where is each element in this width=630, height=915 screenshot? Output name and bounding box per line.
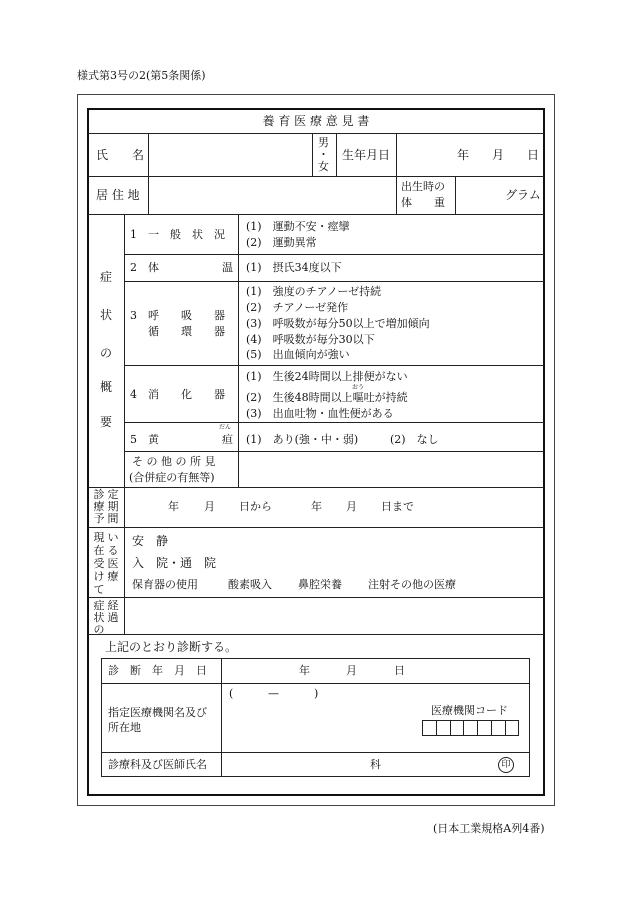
phone-paren-open: ( bbox=[229, 687, 234, 700]
dob-year: 年 bbox=[457, 148, 470, 162]
digestive-item-1: (1) 生後24時間以上排便がない bbox=[246, 370, 408, 383]
respiratory-item-5: (5) 出血傾向が強い bbox=[246, 348, 350, 361]
sex-male: 男 bbox=[318, 136, 329, 149]
symptoms-side-label-1: 症 bbox=[99, 270, 112, 284]
rule bbox=[336, 133, 337, 176]
care-rest[interactable]: 安 静 bbox=[132, 534, 169, 548]
rule bbox=[238, 214, 239, 487]
seal-mark: 印 bbox=[498, 757, 514, 773]
jaundice-label: 5 黄 bbox=[130, 433, 159, 446]
temperature-item-1: (1) 摂氏34度以下 bbox=[246, 261, 342, 274]
symptoms-side-label-2: 状 bbox=[99, 308, 112, 322]
rule bbox=[124, 214, 125, 634]
progress-label-2: 経 過 bbox=[107, 599, 119, 624]
digestive-ruby: おう bbox=[352, 384, 365, 391]
doctor-field[interactable] bbox=[223, 754, 363, 775]
rule bbox=[221, 658, 222, 777]
digestive-label: 4 消 化 器 bbox=[130, 388, 225, 401]
rule bbox=[455, 176, 456, 214]
symptoms-side-label-5: 要 bbox=[99, 415, 112, 429]
care-injection-other[interactable]: 注射その他の医療 bbox=[368, 578, 456, 591]
rule bbox=[148, 133, 149, 176]
temperature-label-end: 温 bbox=[222, 261, 233, 274]
general-item-1: (1) 運動不安・痙攣 bbox=[246, 220, 350, 233]
rule bbox=[88, 487, 544, 488]
respiratory-item-1: (1) 強度のチアノーゼ持続 bbox=[246, 285, 382, 298]
rule bbox=[463, 720, 464, 736]
diagnosis-year: 年 bbox=[299, 664, 310, 677]
standard-note: (日本工業規格A列4番) bbox=[433, 822, 545, 835]
current-care-label-1: 現 在 受 け て bbox=[93, 531, 105, 596]
care-oxygen[interactable]: 酸素吸入 bbox=[228, 578, 272, 591]
care-incubator[interactable]: 保育器の使用 bbox=[132, 578, 198, 591]
diagnosis-day: 日 bbox=[394, 664, 405, 677]
rule bbox=[505, 720, 506, 736]
rule bbox=[450, 720, 451, 736]
period-to: 日まで bbox=[381, 500, 414, 513]
symptoms-side-label-3: の bbox=[99, 346, 112, 360]
other-findings-label: そ の 他 の 所 見 bbox=[132, 455, 216, 468]
diagnosis-month: 月 bbox=[346, 664, 357, 677]
rule bbox=[124, 451, 544, 452]
institution-code-label: 医療機関コード bbox=[431, 704, 508, 717]
jaundice-label-end: 疸 bbox=[222, 433, 233, 446]
jaundice-option-yes[interactable]: (1) あり(強・中・弱) bbox=[246, 433, 359, 446]
other-findings-field[interactable] bbox=[240, 453, 542, 485]
rule bbox=[88, 527, 544, 528]
care-inpatient-outpatient[interactable]: 入 院・通 院 bbox=[132, 556, 217, 570]
phone-dash: — bbox=[268, 687, 279, 700]
rule bbox=[88, 597, 544, 598]
circulatory-label: 循 環 器 bbox=[148, 325, 225, 338]
rule bbox=[124, 422, 544, 423]
birth-weight-label: 出生時の bbox=[401, 180, 445, 193]
respiratory-label: 3 呼 吸 器 bbox=[130, 309, 225, 322]
treatment-label-1: 診 療 予 bbox=[93, 488, 105, 525]
rule bbox=[491, 720, 492, 736]
rule bbox=[101, 683, 530, 684]
dob-label: 生年月日 bbox=[342, 148, 391, 162]
symptoms-side-label-4: 概 bbox=[99, 380, 112, 394]
period-year-2: 年 bbox=[311, 500, 322, 513]
jaundice-ruby: だん bbox=[219, 424, 232, 431]
respiratory-item-3: (3) 呼吸数が毎分50以上で増加傾向 bbox=[246, 317, 430, 330]
dob-field[interactable] bbox=[398, 136, 542, 174]
rule bbox=[436, 720, 437, 736]
form-title: 養 育 医 療 意 見 書 bbox=[262, 114, 370, 128]
form-number: 様式第3号の2(第5条関係) bbox=[77, 69, 206, 82]
department-suffix: 科 bbox=[370, 758, 381, 771]
period-month-1: 月 bbox=[204, 500, 215, 513]
respiratory-item-2: (2) チアノーゼ発作 bbox=[246, 301, 349, 314]
address-field[interactable] bbox=[150, 179, 394, 212]
period-year-1: 年 bbox=[168, 500, 179, 513]
general-item-2: (2) 運動異常 bbox=[246, 236, 317, 249]
progress-field[interactable] bbox=[126, 599, 542, 632]
rule bbox=[88, 634, 544, 635]
diagnosis-statement: 上記のとおり診断する。 bbox=[105, 640, 238, 654]
rule bbox=[124, 365, 544, 366]
name-field[interactable] bbox=[150, 136, 310, 174]
rule bbox=[124, 281, 544, 282]
weight-unit: グラム bbox=[505, 188, 541, 202]
sex-separator: ・ bbox=[318, 148, 329, 161]
respiratory-item-4: (4) 呼吸数が毎分30以下 bbox=[246, 333, 375, 346]
rule bbox=[88, 176, 544, 177]
doctor-label: 診療科及び医師氏名 bbox=[108, 758, 207, 771]
jaundice-option-no[interactable]: (2) なし bbox=[390, 433, 439, 446]
rule bbox=[148, 176, 149, 214]
digestive-item-3: (3) 出血吐物・血性便がある bbox=[246, 407, 394, 420]
dob-month: 月 bbox=[492, 148, 505, 162]
rule bbox=[477, 720, 478, 736]
rule bbox=[312, 133, 313, 176]
phone-paren-close: ) bbox=[314, 687, 319, 700]
rule bbox=[124, 254, 544, 255]
diagnosis-date-label: 診 断 年 月 日 bbox=[108, 664, 207, 677]
rule bbox=[396, 133, 397, 214]
dob-day: 日 bbox=[527, 148, 540, 162]
institution-field[interactable] bbox=[223, 686, 413, 750]
treatment-label-2: 定 期 間 bbox=[107, 488, 119, 525]
address-label: 居 住 地 bbox=[96, 188, 140, 202]
general-label: 1 一 般 状 況 bbox=[130, 228, 225, 241]
care-nasal-feeding[interactable]: 鼻腔栄養 bbox=[298, 578, 342, 591]
period-from: 日から bbox=[239, 500, 272, 513]
period-month-2: 月 bbox=[346, 500, 357, 513]
name-label: 氏 名 bbox=[96, 148, 145, 162]
digestive-item-2: (2) 生後48時間以上嘔吐が持続 bbox=[246, 391, 408, 404]
progress-label-1: 症 状 の bbox=[93, 599, 105, 636]
rule bbox=[101, 752, 530, 753]
sex-female: 女 bbox=[318, 160, 329, 173]
institution-label-2: 所在地 bbox=[108, 721, 141, 734]
other-findings-sublabel: (合併症の有無等) bbox=[129, 471, 215, 484]
birth-weight-label-2: 体 重 bbox=[401, 196, 445, 209]
rule bbox=[88, 214, 544, 215]
rule bbox=[88, 133, 544, 134]
current-care-label-2: い る 医 療 bbox=[107, 531, 119, 583]
institution-label: 指定医療機関名及び bbox=[108, 706, 207, 719]
temperature-label: 2 体 bbox=[130, 261, 159, 274]
